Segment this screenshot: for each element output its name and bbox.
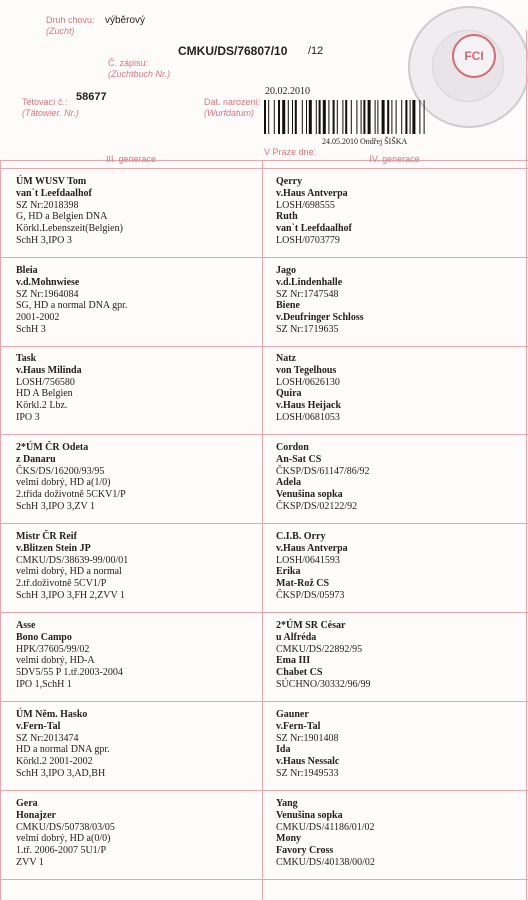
- cell-line: Cordon: [276, 442, 309, 453]
- cell-line: LOSH/756580: [16, 376, 75, 388]
- barcode-bar: [419, 100, 420, 134]
- barcode-bar: [319, 100, 321, 134]
- barcode-bar: [391, 100, 392, 134]
- barcode: [264, 100, 472, 134]
- cell-line: ČKSP/DS/05973: [276, 589, 345, 601]
- cell-line: van`t Leefdaalhof: [276, 223, 352, 235]
- druh-chovu-label: Druh chovu: (Zucht): [46, 15, 95, 36]
- tetovaci-label: Tetovací č.: (Tätowier. Nr.): [22, 97, 79, 118]
- cislo-zapisu-label: Č. zápisu: (Zuchtbuch Nr.): [108, 58, 171, 79]
- cell-line: 2.tř.doživotně 5CV1/P: [16, 578, 107, 590]
- cell-line: ČKSP/DS/02122/92: [276, 500, 358, 512]
- cell-line: Ida: [276, 744, 291, 756]
- cell-line: von Tegelhous: [276, 364, 337, 376]
- cell-line: SchH 3,IPO 3,FH 2,ZVV 1: [16, 589, 125, 601]
- cell-line: Erika: [276, 566, 301, 578]
- cell-line: v.d.Lindenhalle: [276, 276, 343, 288]
- cell-line: velmi dobrý, HD-A: [16, 655, 95, 667]
- fourth-gen-cell: [276, 353, 341, 424]
- cell-line: Bono Campo: [16, 631, 72, 643]
- cell-line: Körkl.2 Lbz.: [16, 400, 68, 412]
- cell-line: Jago: [276, 265, 296, 276]
- cell-line: Gera: [16, 798, 38, 809]
- barcode-bar: [401, 100, 402, 134]
- cell-line: Bleia: [16, 265, 38, 276]
- cell-line: Adela: [276, 477, 301, 489]
- barcode-bar: [368, 100, 371, 134]
- barcode-bar: [292, 100, 293, 134]
- cell-line: SchH 3: [16, 323, 46, 335]
- barcode-bar: [274, 100, 275, 134]
- cell-line: ÚM Něm. Hasko: [16, 709, 88, 720]
- cell-line: v.Blitzen Stein JP: [16, 542, 91, 554]
- cell-line: SÚCHNO/30332/96/99: [276, 678, 371, 690]
- cell-line: v.Haus Heijack: [276, 400, 342, 412]
- cell-line: HPK/37605/99/02: [16, 643, 90, 655]
- third-gen-cell: [16, 531, 128, 602]
- barcode-bar: [268, 100, 269, 134]
- cell-line: SG, HD a normal DNA gpr.: [16, 300, 128, 312]
- cell-line: SZ Nr:2018398: [16, 199, 79, 211]
- cell-line: C.I.B. Orry: [276, 531, 326, 542]
- barcode-bar: [351, 100, 352, 134]
- cell-line: CMKU/DS/50738/03/05: [16, 821, 115, 833]
- third-gen-cell: [16, 265, 127, 336]
- cell-line: 2.třída doživotně 5CKV1/P: [16, 489, 126, 501]
- tetovaci-value: 58677: [76, 91, 107, 103]
- cell-line: Biene: [276, 300, 300, 312]
- barcode-bar: [363, 100, 365, 134]
- cell-line: 2*ÚM ČR Odeta: [16, 442, 89, 453]
- cell-line: SZ Nr:1964084: [16, 288, 79, 300]
- barcode-bar: [306, 100, 307, 134]
- cell-line: velmi dobrý, HD a(1/0): [16, 477, 111, 489]
- fci-logo: FCI: [452, 34, 496, 78]
- cell-line: HD a normal DNA gpr.: [16, 744, 110, 756]
- cell-line: Gauner: [276, 709, 309, 720]
- cell-line: Chabet CS: [276, 667, 323, 679]
- cell-line: u Alfréda: [276, 631, 317, 643]
- barcode-bar: [316, 100, 317, 134]
- cell-line: IPO 1,SchH 1: [16, 678, 72, 690]
- v-praze-label: V Praze dne:: [264, 147, 317, 157]
- cell-line: Körkl.2 2001-2002: [16, 756, 93, 768]
- barcode-bar: [361, 100, 362, 134]
- issue-date-signature: 24.05.2010 Ondřej ŠIŠKA: [322, 137, 408, 146]
- cell-line: HD A Belgien: [16, 388, 73, 400]
- cell-line: Task: [16, 353, 37, 364]
- third-gen-cell: [16, 176, 123, 247]
- barcode-bar: [302, 100, 303, 134]
- fourth-gen-cell: [276, 531, 348, 602]
- cell-line: Asse: [16, 620, 36, 631]
- cislo-zapisu-suffix: /12: [308, 45, 324, 57]
- barcode-bar: [405, 100, 407, 134]
- barcode-bar: [375, 100, 376, 134]
- barcode-bar: [342, 100, 343, 134]
- cell-line: Honajzer: [16, 809, 56, 821]
- third-gen-cell: [16, 620, 123, 691]
- cell-line: v.Haus Nessalc: [276, 756, 340, 768]
- barcode-bar: [333, 100, 335, 134]
- cell-line: Venušina sopka: [276, 809, 343, 821]
- cell-line: SchH 3,IPO 3,AD,BH: [16, 767, 106, 779]
- cell-line: G, HD a Belgien DNA: [16, 211, 108, 223]
- fourth-gen-cell: [276, 442, 370, 513]
- third-gen-cell: [16, 709, 110, 780]
- cell-line: Favory Cross: [276, 845, 334, 857]
- cell-line: 2*ÚM SR César: [276, 620, 346, 631]
- cell-line: SZ Nr:1747548: [276, 288, 339, 300]
- cell-line: Ruth: [276, 211, 298, 223]
- third-gen-cell: [16, 353, 82, 424]
- barcode-bar: [337, 100, 338, 134]
- fourth-generation-header: IV. generace: [369, 154, 420, 164]
- fourth-gen-cell: [276, 709, 339, 780]
- cell-line: velmi dobrý, HD a normal: [16, 566, 122, 578]
- datum-narozeni-label: Dat. narození: (Wurfdatum): [204, 97, 261, 118]
- cell-line: IPO 3: [16, 411, 40, 423]
- cell-line: CMKU/DS/22892/95: [276, 643, 363, 655]
- barcode-bar: [382, 100, 385, 134]
- fourth-gen-cell: [276, 620, 370, 691]
- cell-line: Mistr ČR Reif: [16, 531, 77, 542]
- cell-line: Mat-Rož CS: [276, 578, 330, 590]
- cell-line: Mony: [276, 833, 301, 845]
- barcode-bar: [295, 100, 297, 134]
- cislo-zapisu-value: CMKU/DS/76807/10: [178, 44, 288, 58]
- fourth-gen-cell: [276, 798, 375, 869]
- barcode-bar: [356, 100, 357, 134]
- cell-line: LOSH/0626130: [276, 376, 340, 388]
- barcode-bar: [278, 100, 280, 134]
- cell-line: CMKU/DS/41186/01/02: [276, 821, 375, 833]
- cell-line: van`t Leefdaalhof: [16, 187, 92, 199]
- cell-line: ÚM WUSV Tom: [16, 176, 87, 187]
- cell-line: Ema III: [276, 655, 311, 667]
- cell-line: 2001-2002: [16, 312, 60, 324]
- cell-line: SchH 3,IPO 3: [16, 234, 72, 246]
- fourth-gen-cell: [276, 265, 364, 336]
- cell-line: LOSH/0681053: [276, 411, 340, 423]
- cell-line: LOSH/0641593: [276, 554, 340, 566]
- cell-line: 5DV5/55 P 1.tř.2003-2004: [16, 667, 123, 679]
- barcode-bar: [387, 100, 389, 134]
- cell-line: Yang: [276, 798, 298, 809]
- cell-line: Natz: [276, 353, 296, 364]
- barcode-bar: [345, 100, 347, 134]
- cell-line: v.Deufringer Schloss: [276, 312, 364, 324]
- cell-line: CMKU/DS/38639-99/00/01: [16, 554, 129, 566]
- barcode-bar: [410, 100, 411, 134]
- barcode-bar: [288, 100, 289, 134]
- cell-line: SZ Nr:1949533: [276, 767, 339, 779]
- cell-line: Venušina sopka: [276, 489, 343, 501]
- cell-line: Qerry: [276, 176, 303, 187]
- barcode-bar: [424, 100, 425, 134]
- cell-line: SZ Nr:2013474: [16, 732, 79, 744]
- cell-line: v.d.Mohnwiese: [16, 276, 80, 288]
- cell-line: z Danaru: [16, 453, 56, 465]
- third-generation-header: III. generace: [105, 154, 157, 164]
- cell-line: ZVV 1: [16, 856, 44, 868]
- fourth-gen-cell: [276, 176, 352, 247]
- cell-line: ČKS/DS/16200/93/95: [16, 465, 105, 477]
- cell-line: SZ Nr:1719635: [276, 323, 339, 335]
- third-gen-cell: [16, 798, 115, 869]
- cell-line: v.Fern-Tal: [276, 720, 321, 732]
- druh-chovu-value: výběrový: [105, 15, 146, 26]
- cell-line: An-Sat CS: [276, 453, 322, 465]
- cell-line: v.Haus Antverpa: [276, 542, 348, 554]
- barcode-bar: [396, 100, 397, 134]
- cell-line: Quira: [276, 388, 302, 400]
- barcode-bar: [309, 100, 312, 134]
- barcode-bar: [323, 100, 326, 134]
- cell-line: SZ Nr:1901408: [276, 732, 339, 744]
- barcode-bar: [328, 100, 329, 134]
- cell-line: v.Fern-Tal: [16, 720, 61, 732]
- cell-line: v.Haus Antverpa: [276, 187, 348, 199]
- cell-line: 1.tř. 2006-2007 5U1/P: [16, 845, 106, 857]
- datum-narozeni-value: 20.02.2010: [265, 86, 310, 97]
- cell-line: ČKSP/DS/61147/86/92: [276, 465, 370, 477]
- barcode-bar: [377, 100, 378, 134]
- barcode-bar: [282, 100, 285, 134]
- cell-line: Körkl.Lebenszeit(Belgien): [16, 223, 123, 235]
- barcode-bar: [412, 100, 415, 134]
- cell-line: SchH 3,IPO 3,ZV 1: [16, 500, 95, 512]
- cell-line: v.Haus Milinda: [16, 364, 82, 376]
- cell-line: CMKU/DS/40138/00/02: [276, 856, 375, 868]
- barcode-bar: [264, 100, 266, 134]
- third-gen-cell: [16, 442, 126, 513]
- cell-line: velmi dobrý, HD a(0/0): [16, 833, 111, 845]
- cell-line: LOSH/698555: [276, 199, 335, 211]
- cell-line: LOSH/0703779: [276, 234, 340, 246]
